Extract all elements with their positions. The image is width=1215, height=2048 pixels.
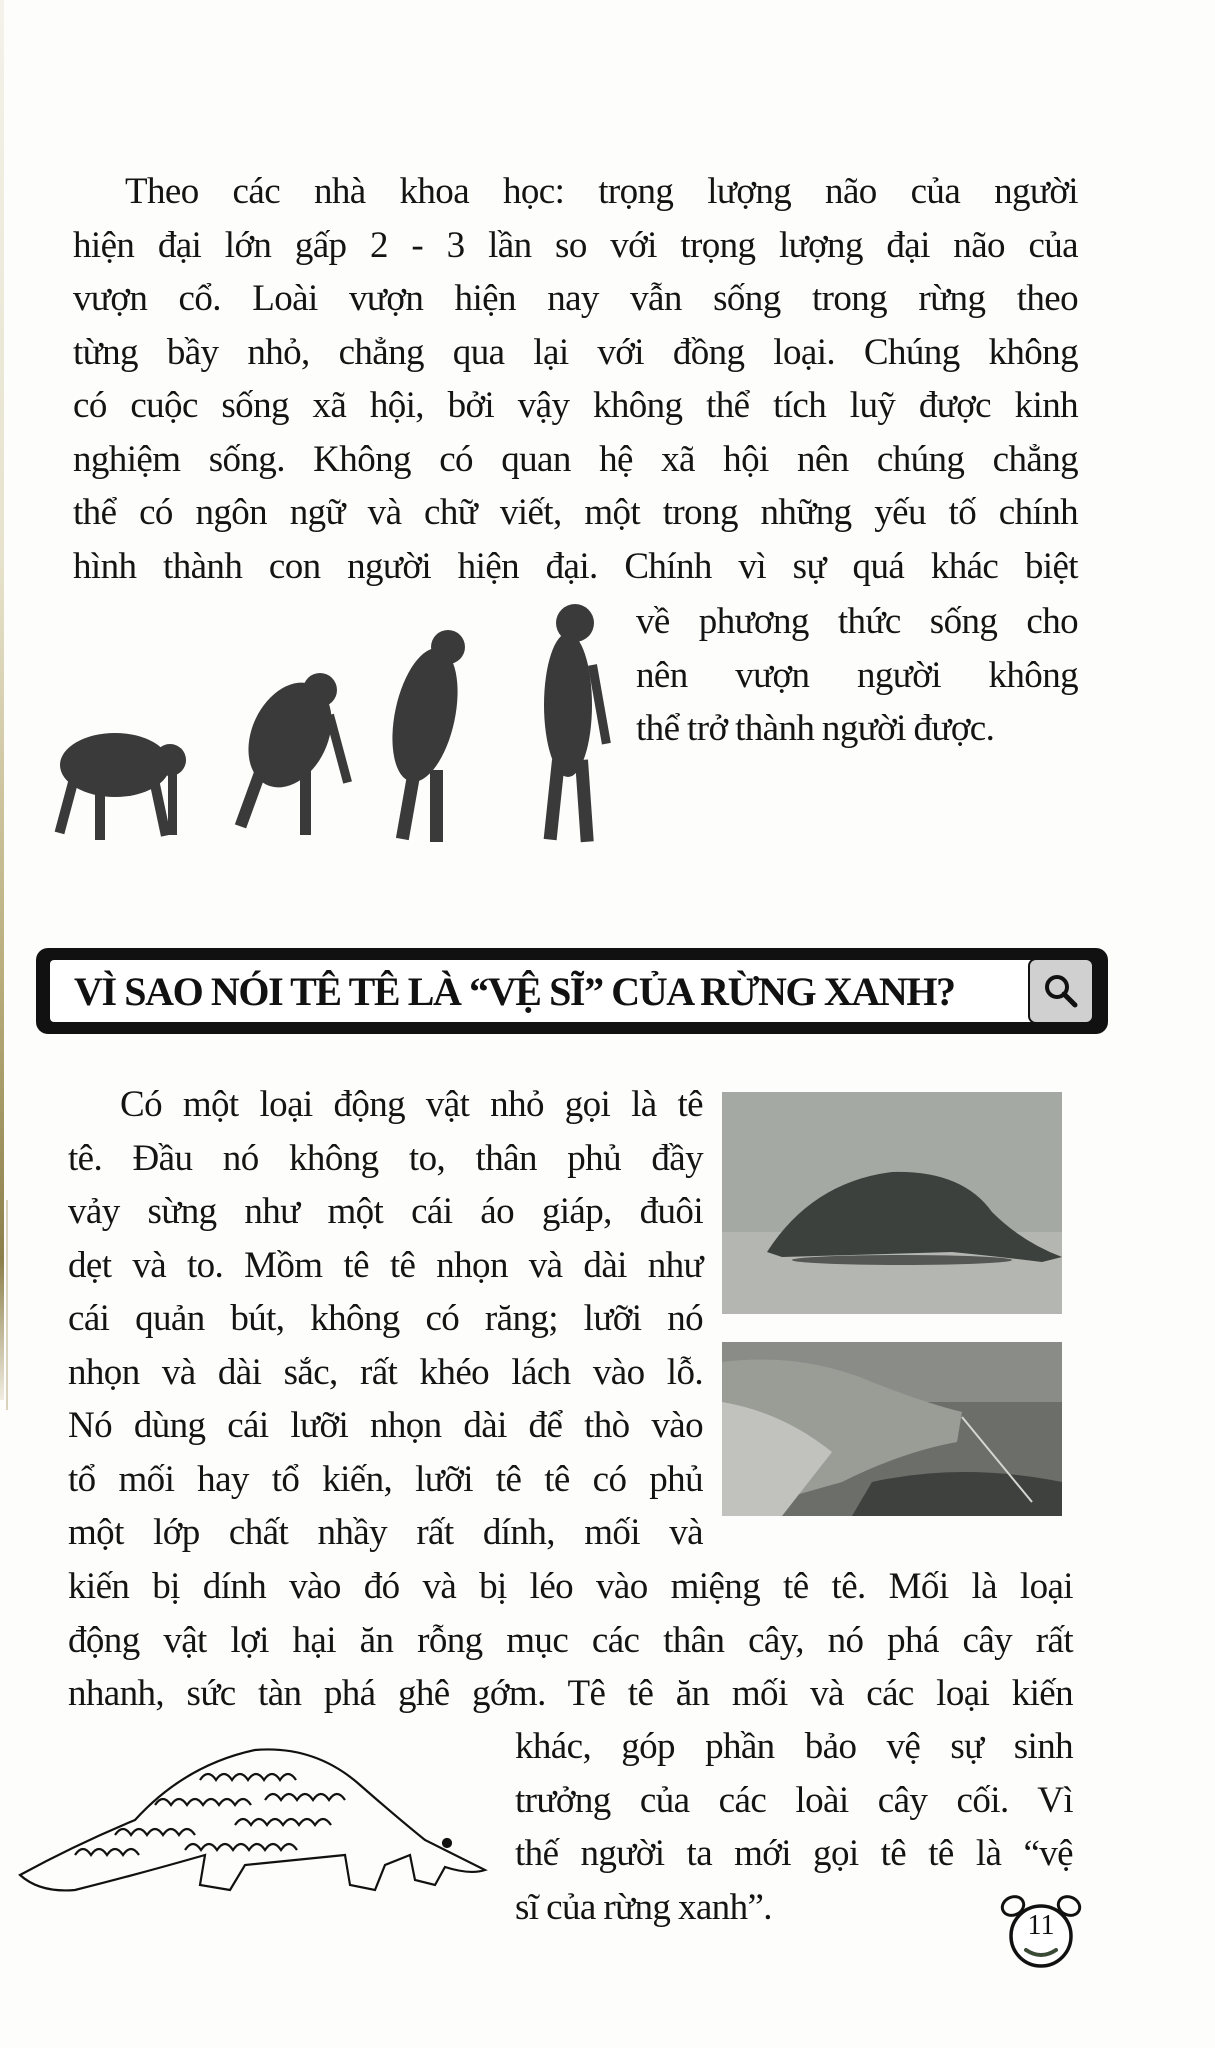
evolution-illustration bbox=[30, 585, 630, 855]
text-line: tổ mối hay tổ kiến, lưỡi tê tê có phủ bbox=[68, 1458, 703, 1500]
text-line: Theo các nhà khoa học: trọng lượng não của người bbox=[125, 171, 1078, 212]
text-line: kiến bị dính vào đó và bị léo vào miệng tê tê. Mối là loại bbox=[68, 1566, 1073, 1607]
text-line: có cuộc sống xã hội, bởi vậy không thể tích luỹ được kinh bbox=[73, 385, 1078, 426]
evolution-paragraph bbox=[73, 165, 1078, 593]
text-line: nghiệm sống. Không có quan hệ xã hội nên chúng chẳng bbox=[73, 438, 1078, 480]
text-line: một lớp chất nhầy rất dính, mối và bbox=[68, 1512, 703, 1553]
heading-field bbox=[50, 960, 1050, 1022]
text-line: dẹt và to. Mồm tê tê nhọn và dài như bbox=[68, 1244, 703, 1286]
text-line: thể có ngôn ngữ và chữ viết, một trong những yếu tố chính bbox=[73, 492, 1078, 533]
pangolin-line-drawing bbox=[15, 1725, 495, 1900]
pangolin-paragraph-closing bbox=[515, 1720, 1073, 1934]
text-line: vượn cổ. Loài vượn hiện nay vẫn sống trong rừng theo bbox=[73, 278, 1078, 319]
text-line: từng bầy nhỏ, chẳng qua lại với đồng loại. Chúng không bbox=[73, 331, 1078, 373]
pangolin-closeup-photo bbox=[722, 1342, 1062, 1516]
section-heading: VÌ SAO NÓI TÊ TÊ LÀ “VỆ SĨ” CỦA RỪNG XANH? bbox=[74, 968, 955, 1014]
text-line: nhọn và dài sắc, rất khéo lách vào lỗ. bbox=[68, 1351, 703, 1393]
text-line: trưởng của các loài cây cối. Vì bbox=[515, 1779, 1073, 1821]
text-line: về phương thức sống cho bbox=[636, 601, 1078, 642]
text-line: vảy sừng như một cái áo giáp, đuôi bbox=[68, 1191, 703, 1232]
text-line: hình thành con người hiện đại. Chính vì sự quá khác biệt bbox=[73, 545, 1078, 587]
text-line: khác, góp phần bảo vệ sự sinh bbox=[515, 1726, 1073, 1767]
page-number-badge bbox=[996, 1892, 1086, 1972]
text-line: Nó dùng cái lưỡi nhọn dài để thò vào bbox=[68, 1405, 703, 1446]
text-line: tê. Đầu nó không to, thân phủ đầy bbox=[68, 1137, 703, 1179]
text-line: nhanh, sức tàn phá ghê gớm. Tê tê ăn mối và các loại kiến bbox=[68, 1673, 1073, 1714]
pangolin-intro-paragraph bbox=[68, 1078, 703, 1560]
text-line: thể trở thành người được. bbox=[636, 708, 995, 749]
page-number: 11 bbox=[1027, 1910, 1055, 1941]
text-line: sĩ của rừng xanh”. bbox=[515, 1886, 772, 1928]
section-heading-bar bbox=[36, 948, 1108, 1034]
evolution-paragraph-wrap bbox=[636, 595, 1078, 756]
text-line: cái quản bút, không có răng; lưỡi nó bbox=[68, 1298, 703, 1339]
text-line: nên vượn người không bbox=[636, 654, 1078, 696]
text-line: động vật lợi hại ăn rỗng mục các thân cây, nó phá cây rất bbox=[68, 1619, 1073, 1661]
search-button bbox=[1028, 958, 1094, 1024]
text-line: thế người ta mới gọi tê tê là “vệ bbox=[515, 1833, 1073, 1874]
text-line: hiện đại lớn gấp 2 - 3 lần so với trọng lượng đại não của bbox=[73, 224, 1078, 266]
page-edge-line bbox=[6, 1200, 8, 1410]
search-icon bbox=[1041, 971, 1081, 1011]
text-line: Có một loại động vật nhỏ gọi là tê bbox=[120, 1084, 703, 1125]
pangolin-walking-photo bbox=[722, 1092, 1062, 1314]
page-edge bbox=[0, 0, 4, 1400]
pangolin-paragraph-full bbox=[68, 1560, 1073, 1721]
